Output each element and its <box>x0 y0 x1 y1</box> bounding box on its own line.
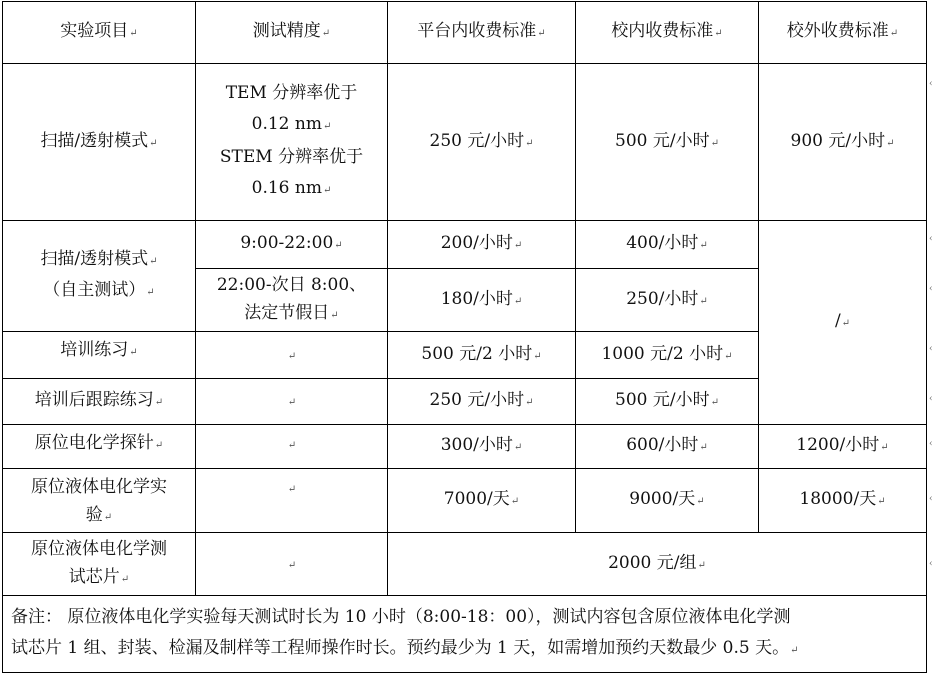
external-price: 900 元/小时 ↵ <box>759 64 927 221</box>
fee-table <box>2 1 927 673</box>
item-cell: 原位液体电化学实 验 ↵ <box>3 469 196 533</box>
campus-price: 1000 元/2 小时 ↵ <box>576 332 759 379</box>
platform-price: 250 元/小时 ↵ <box>388 64 576 221</box>
external-price: 18000/天 ↵ <box>759 469 927 533</box>
campus-price: 400/小时 ↵ <box>576 221 759 269</box>
note-cell <box>3 596 927 673</box>
header-precision: 测试精度 ↵ <box>196 2 388 64</box>
platform-price: 7000/天 ↵ <box>388 469 576 533</box>
item-cell: 扫描/透射模式 ↵ （自主测试） ↵ <box>3 221 196 332</box>
table-row <box>3 64 927 221</box>
item-cell: 培训后跟踪练习 ↵ <box>3 379 196 425</box>
table-row <box>3 221 927 269</box>
note-line: 试芯片 1 组、封装、检漏及制样等工程师操作时长。预约最少为 1 天，如需增加预约天数最少 0.5 天。 ↵ <box>11 633 918 666</box>
header-platform: 平台内收费标准 ↵ <box>388 2 576 64</box>
header-external: 校外收费标准 ↵ <box>759 2 927 64</box>
margin-mark: ‹ <box>929 394 933 404</box>
campus-price: 500 元/小时 ↵ <box>576 64 759 221</box>
margin-mark: ‹ <box>929 494 933 504</box>
margin-mark: ‹ <box>929 559 933 569</box>
table-row <box>3 469 927 533</box>
item-cell: 原位液体电化学测 试芯片 ↵ <box>3 533 196 596</box>
precision-cell <box>196 332 388 379</box>
campus-price: 250/小时 ↵ <box>576 269 759 332</box>
margin-mark: ‹ <box>929 284 933 294</box>
platform-price: 180/小时 ↵ <box>388 269 576 332</box>
note-line: 备注： 原位液体电化学实验每天测试时长为 10 小时（8:00-18：00），测试内容包含原位液体电化学测 <box>11 607 791 627</box>
time-slot-cell: 9:00-22:00 ↵ <box>196 221 388 269</box>
merged-price-cell: 2000 元/组 ↵ <box>388 533 927 596</box>
campus-price: 600/小时 ↵ <box>576 425 759 469</box>
precision-cell <box>196 469 388 533</box>
campus-price: 500 元/小时 ↵ <box>576 379 759 425</box>
header-campus: 校内收费标准 ↵ <box>576 2 759 64</box>
table-row <box>3 425 927 469</box>
precision-cell: TEM 分辨率优于 0.12 nm ↵ STEM 分辨率优于 0.16 nm ↵ <box>196 64 388 221</box>
external-price: 1200/小时 ↵ <box>759 425 927 469</box>
item-cell: 扫描/透射模式 ↵ <box>3 64 196 221</box>
margin-mark: ‹ <box>929 234 933 244</box>
time-slot-cell: 22:00-次日 8:00、 法定节假日 ↵ <box>196 269 388 332</box>
margin-mark: ‹ <box>929 79 933 89</box>
external-price-merged: / ↵ <box>759 221 927 425</box>
platform-price: 500 元/2 小时 ↵ <box>388 332 576 379</box>
platform-price: 300/小时 ↵ <box>388 425 576 469</box>
item-cell: 原位电化学探针 ↵ <box>3 425 196 469</box>
precision-cell <box>196 533 388 596</box>
header-row <box>3 2 927 64</box>
table-row <box>3 533 927 596</box>
margin-mark: ‹ <box>929 439 933 449</box>
header-item: 实验项目 ↵ <box>3 2 196 64</box>
precision-cell <box>196 425 388 469</box>
note-row <box>3 596 927 673</box>
platform-price: 200/小时 ↵ <box>388 221 576 269</box>
margin-mark: ‹ <box>929 344 933 354</box>
campus-price: 9000/天 ↵ <box>576 469 759 533</box>
platform-price: 250 元/小时 ↵ <box>388 379 576 425</box>
item-cell: 培训练习 ↵ <box>3 332 196 379</box>
precision-cell <box>196 379 388 425</box>
